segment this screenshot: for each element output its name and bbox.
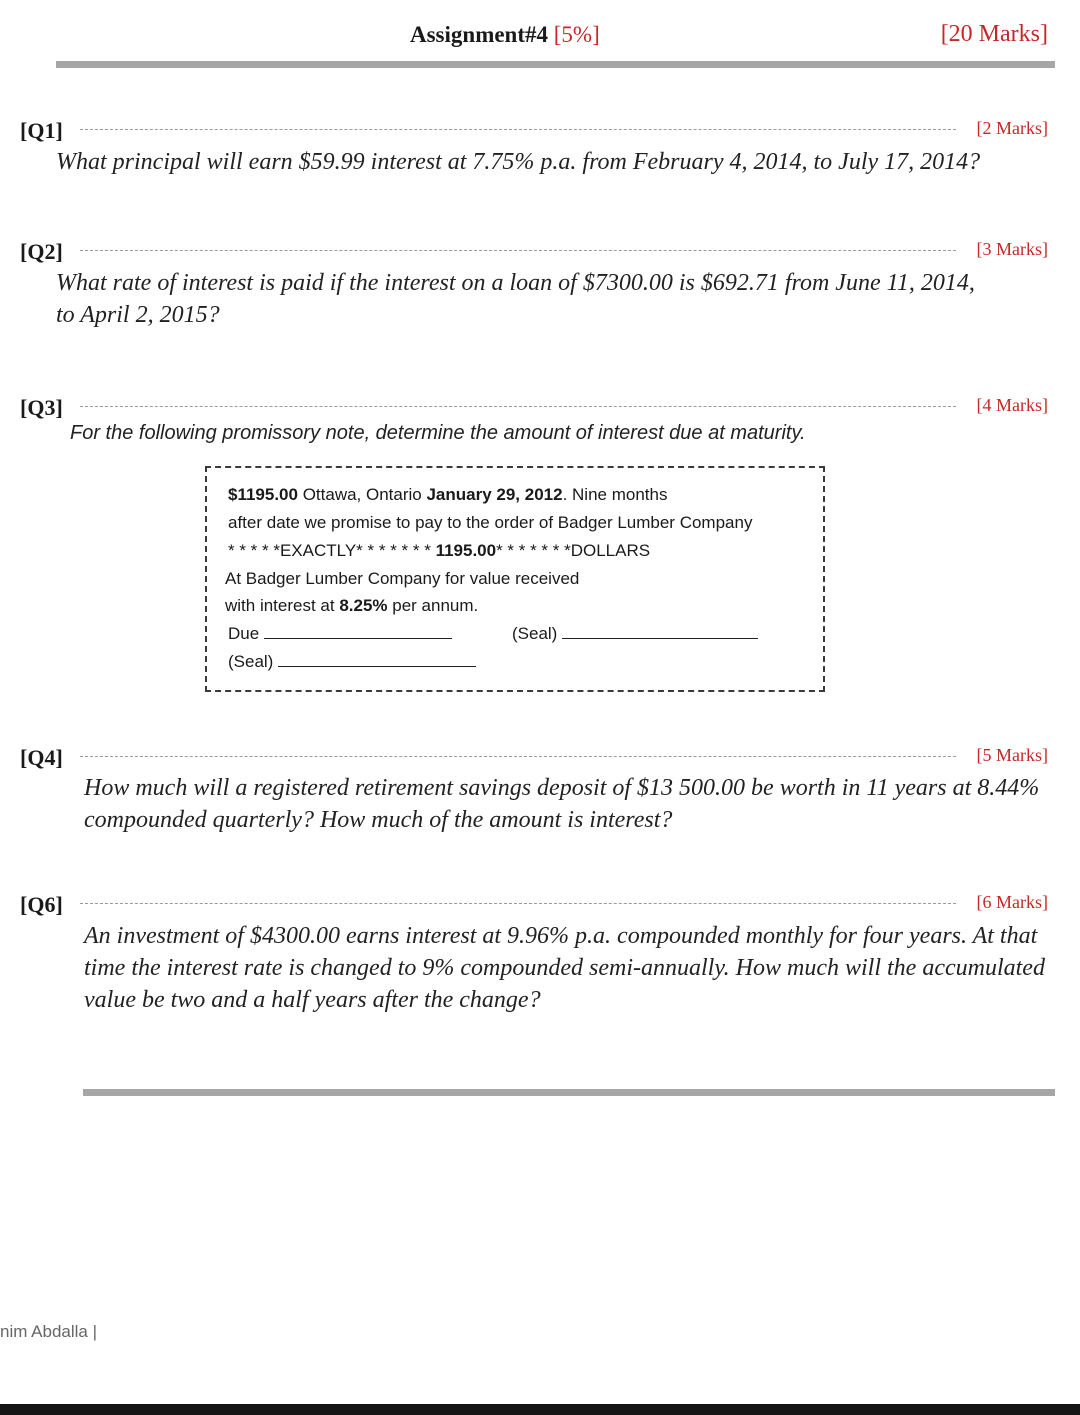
header-rule: [56, 61, 1055, 68]
assignment-title-text: Assignment#4: [410, 22, 549, 47]
q2-marks: [3 Marks]: [976, 239, 1048, 259]
q6-text-line2: time the interest rate is changed to 9% compounded semi-annually. How much will the accumulated: [84, 955, 1045, 981]
q4-marks: [5 Marks]: [976, 745, 1048, 765]
note-line3: [228, 541, 650, 561]
note-line1: [228, 485, 667, 505]
q2-label: [Q2]: [20, 239, 63, 264]
q1-text: What principal will earn $59.99 interest at 7.75% p.a. from February 4, 2014, to July 17, 2014?: [56, 149, 981, 175]
note-seal-label-1: (Seal): [512, 624, 558, 643]
q6-leader: [80, 903, 956, 904]
q4-leader: [80, 756, 956, 757]
note-seal-label-2: (Seal): [228, 652, 274, 671]
total-marks: [20 Marks]: [940, 21, 1048, 47]
note-line3-amount: 1195.00: [435, 541, 497, 560]
q3-text: For the following promissory note, determine the amount of interest due at maturity.: [70, 422, 806, 444]
q6-text-line1: An investment of $4300.00 earns interest at 9.96% p.a. compounded monthly for four years. At that: [84, 923, 1038, 949]
note-location: Ottawa, Ontario: [297, 485, 427, 504]
assignment-weight: [5%]: [553, 22, 600, 47]
footer-author: nim Abdalla |: [0, 1322, 98, 1341]
q6-text-line3: value be two and a half years after the change?: [84, 987, 541, 1013]
q4-text: [84, 772, 1039, 836]
note-seal-line-2: [278, 652, 476, 667]
note-seal-line-1: [562, 624, 758, 639]
note-line3-post: * * * * * * *DOLLARS: [496, 541, 651, 560]
note-due-line: [264, 624, 452, 639]
q2-leader: [80, 250, 956, 251]
q1-label: [Q1]: [20, 118, 63, 143]
q2-text: [56, 267, 975, 331]
note-due-label: Due: [228, 624, 260, 643]
note-line3-pre: * * * * *EXACTLY* * * * * * *: [228, 541, 436, 560]
q6-marks: [6 Marks]: [976, 892, 1048, 912]
note-line4: At Badger Lumber Company for value received: [225, 569, 580, 588]
q6-text: [84, 920, 1045, 1016]
bottom-bar: [0, 1404, 1080, 1415]
q2-text-line1: What rate of interest is paid if the interest on a loan of $7300.00 is $692.71 from June 11, 2014,: [56, 270, 975, 296]
assignment-title: [410, 22, 600, 48]
q3-label: [Q3]: [20, 395, 63, 420]
q4-text-line2: compounded quarterly? How much of the amount is interest?: [84, 807, 673, 833]
footer-rule: [83, 1089, 1055, 1096]
q4-label: [Q4]: [20, 745, 63, 770]
note-seal-row-2: [228, 652, 476, 672]
q6-label: [Q6]: [20, 892, 63, 917]
q3-leader: [80, 406, 956, 407]
note-line5-pre: with interest at: [225, 596, 340, 615]
q1-marks: [2 Marks]: [976, 118, 1048, 138]
note-line5: [225, 596, 478, 616]
note-line5-post: per annum.: [387, 596, 479, 615]
note-term: . Nine months: [562, 485, 668, 504]
note-date: January 29, 2012: [426, 485, 563, 504]
note-seal-row-1: [512, 624, 758, 644]
note-amount: $1195.00: [228, 485, 298, 504]
q4-text-line1: How much will a registered retirement savings deposit of $13 500.00 be worth in 11 years at 8.44%: [84, 775, 1040, 801]
promissory-note: [205, 466, 825, 692]
q1-leader: [80, 129, 956, 130]
note-line2: after date we promise to pay to the order of Badger Lumber Company: [228, 513, 753, 532]
note-due-row: [228, 624, 452, 644]
q3-marks: [4 Marks]: [976, 395, 1048, 415]
q2-text-line2: to April 2, 2015?: [56, 302, 220, 328]
note-rate: 8.25%: [339, 596, 388, 615]
